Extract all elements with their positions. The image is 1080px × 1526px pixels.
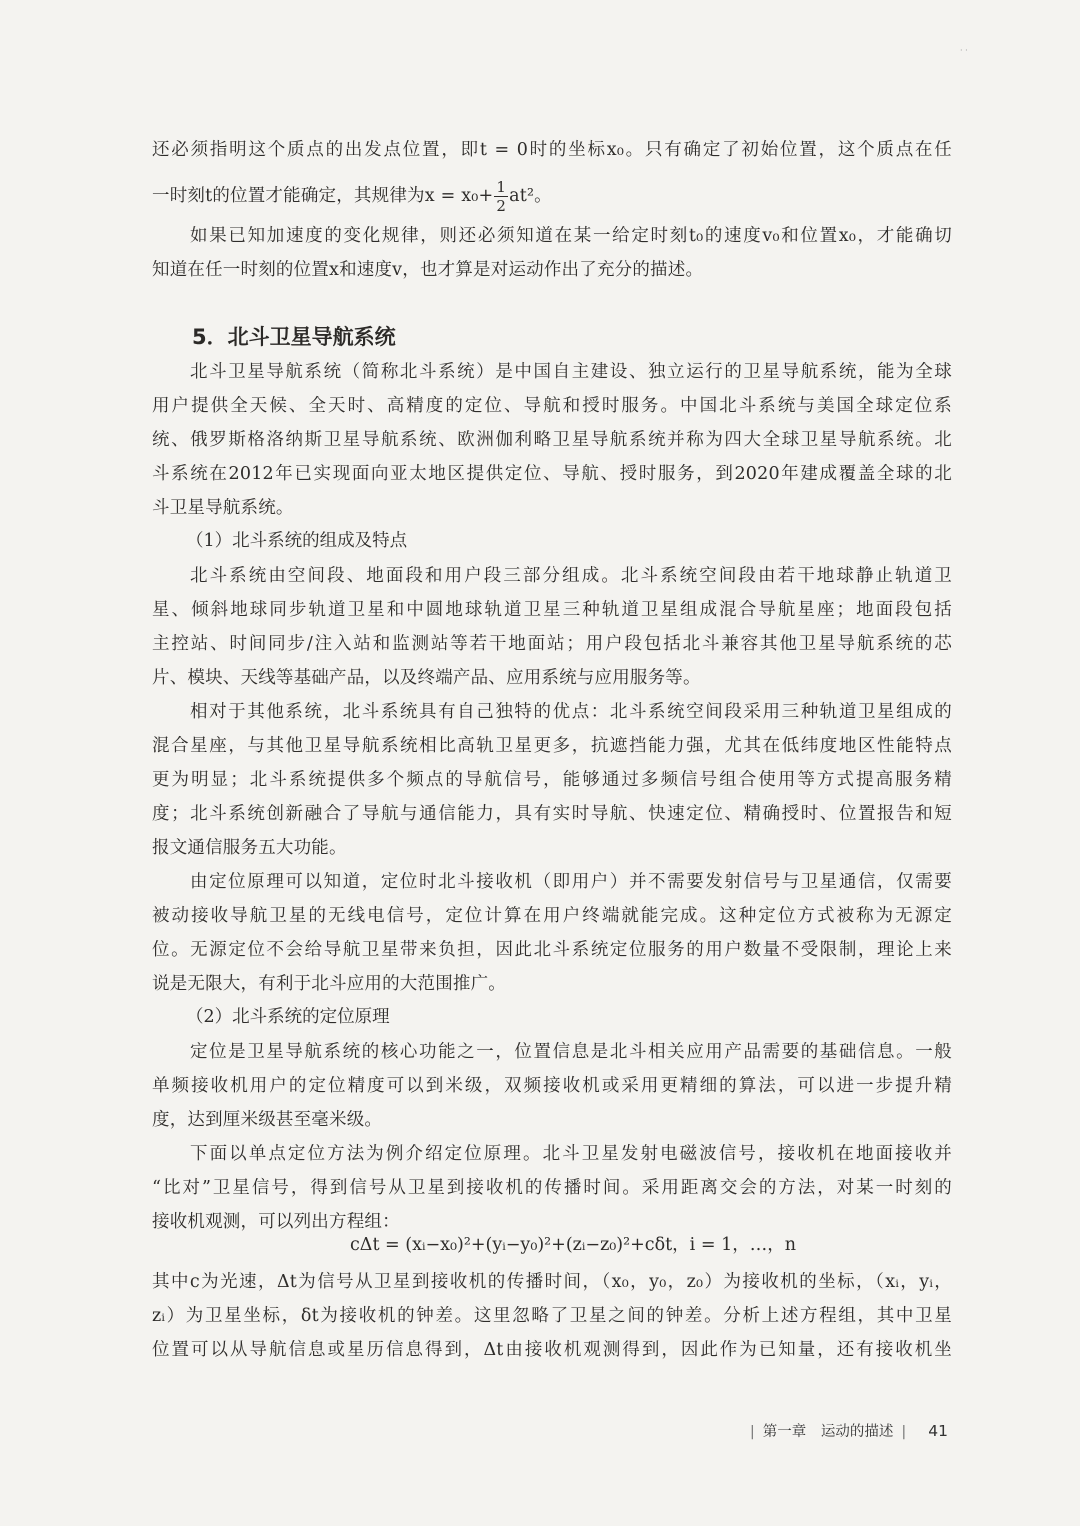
text-line: 如果已知加速度的变化规律，则还必须知道在某一给定时刻t₀的速度v₀和位置x₀，才能确切 <box>190 226 952 246</box>
formula-text: 一时刻t的位置才能确定，其规律为x = x₀+ <box>152 186 494 206</box>
text-line: 被动接收导航卫星的无线电信号，定位计算在用户终端就能完成。这种定位方式被称为无源定 <box>152 906 952 926</box>
text-line: 知道在任一时刻的位置x和速度v，也才算是对运动作出了充分的描述。 <box>152 260 704 280</box>
text-line: 报文通信服务五大功能。 <box>152 838 347 858</box>
text-line: 其中c为光速，Δt为信号从卫星到接收机的传播时间，（x₀，y₀，z₀）为接收机的坐标，（xᵢ，yᵢ， <box>152 1272 952 1292</box>
text-line: 片、模块、天线等基础产品，以及终端产品、应用系统与应用服务等。 <box>152 668 701 688</box>
page-footer <box>742 1420 948 1441</box>
fraction-numerator: 1 <box>496 178 507 196</box>
text-line: 度；北斗系统创新融合了导航与通信能力，具有实时导航、快速定位、精确授时、位置报告和短 <box>152 804 952 824</box>
text-line: 还必须指明这个质点的出发点位置，即t = 0时的坐标x₀。只有确定了初始位置，这个质点在任 <box>152 140 952 160</box>
text-line: 用户提供全天候、全天时、高精度的定位、导航和授时服务。中国北斗系统与美国全球定位系 <box>152 396 952 416</box>
text-line: 度，达到厘米级甚至毫米级。 <box>152 1110 383 1130</box>
text-line: “比对”卫星信号，得到信号从卫星到接收机的传播时间。采用距离交会的方法，对某一时刻的 <box>152 1178 952 1198</box>
text-line: 位。无源定位不会给导航卫星带来负担，因此北斗系统定位服务的用户数量不受限制，理论上来 <box>152 940 952 960</box>
text-line: 星、倾斜地球同步轨道卫星和中圆地球轨道卫星三种轨道卫星组成混合导航星座；地面段包括 <box>152 600 952 620</box>
text-line: 定位是卫星导航系统的核心功能之一，位置信息是北斗相关应用产品需要的基础信息。一般 <box>190 1042 952 1062</box>
formula-text: at²。 <box>509 186 552 206</box>
text-line: 主控站、时间同步/注入站和监测站等若干地面站；用户段包括北斗兼容其他卫星导航系统的芯 <box>152 634 952 654</box>
text-line: 北斗系统由空间段、地面段和用户段三部分组成。北斗系统空间段由若干地球静止轨道卫 <box>190 566 952 586</box>
scan-mark: · · <box>960 46 968 55</box>
text-line: 由定位原理可以知道，定位时北斗接收机（即用户）并不需要发射信号与卫星通信，仅需要 <box>190 872 952 892</box>
chapter-title: 运动的描述 <box>820 1424 894 1440</box>
text-line: 斗系统在2012年已实现面向亚太地区提供定位、导航、授时服务，到2020年建成覆盖全球的北 <box>152 464 952 484</box>
page-number: 41 <box>928 1422 948 1440</box>
text-line: 接收机观测，可以列出方程组： <box>152 1212 400 1232</box>
fraction <box>494 178 508 215</box>
text-line: 单频接收机用户的定位精度可以到米级，双频接收机或采用更精细的算法，可以进一步提升精 <box>152 1076 952 1096</box>
text-line: 北斗卫星导航系统（简称北斗系统）是中国自主建设、独立运行的卫星导航系统，能为全球 <box>190 362 952 382</box>
fraction-denominator: 2 <box>496 197 507 215</box>
section-heading: 5．北斗卫星导航系统 <box>192 325 396 349</box>
text-line: 统、俄罗斯格洛纳斯卫星导航系统、欧洲伽利略卫星导航系统并称为四大全球卫星导航系统。北 <box>152 430 952 450</box>
subsection-heading: （2）北斗系统的定位原理 <box>186 1007 390 1027</box>
text-line: 位置可以从导航信息或星历信息得到，Δt由接收机观测得到，因此作为已知量，还有接收机坐 <box>152 1340 952 1360</box>
text-line: zᵢ）为卫星坐标，δt为接收机的钟差。这里忽略了卫星之间的钟差。分析上述方程组，其中卫星 <box>152 1306 952 1326</box>
text-line-with-formula <box>152 178 952 215</box>
divider: | <box>749 1424 755 1440</box>
equation: cΔt = (xᵢ−x₀)²+(yᵢ−y₀)²+(zᵢ−z₀)²+cδt，i = 1，…，n <box>350 1235 796 1255</box>
text-line: 下面以单点定位方法为例介绍定位原理。北斗卫星发射电磁波信号，接收机在地面接收并 <box>190 1144 952 1164</box>
text-line: 更为明显；北斗系统提供多个频点的导航信号，能够通过多频信号组合使用等方式提高服务精 <box>152 770 952 790</box>
subsection-heading: （1）北斗系统的组成及特点 <box>186 531 408 551</box>
text-line: 斗卫星导航系统。 <box>152 498 294 518</box>
text-line: 说是无限大，有利于北斗应用的大范围推广。 <box>152 974 506 994</box>
chapter-label: 第一章 <box>762 1424 807 1440</box>
text-line: 相对于其他系统，北斗系统具有自己独特的优点：北斗系统空间段采用三种轨道卫星组成的 <box>190 702 952 722</box>
text-line: 混合星座，与其他卫星导航系统相比高轨卫星更多，抗遮挡能力强，尤其在低纬度地区性能特点 <box>152 736 952 756</box>
divider: | <box>901 1424 907 1440</box>
